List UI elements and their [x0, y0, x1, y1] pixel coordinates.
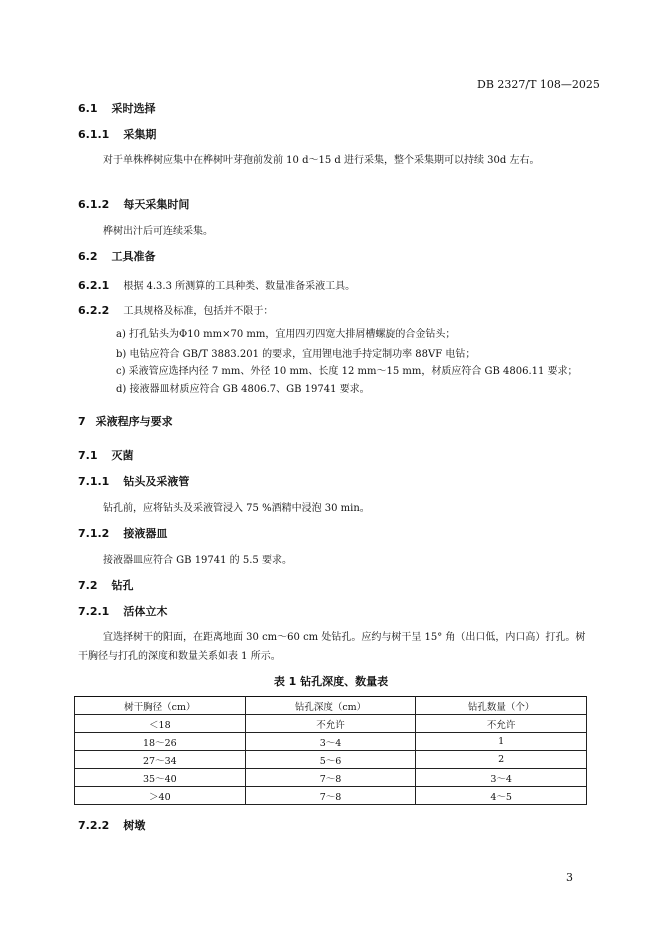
section-7-1-2-paragraph: 接液器皿应符合 GB 19741 的 5.5 要求。	[103, 555, 292, 566]
section-title: 采液程序与要求	[95, 415, 173, 428]
section-number: 6.1.1	[78, 128, 110, 141]
table-cell: 4～5	[416, 787, 587, 805]
section-number: 6.1	[78, 102, 98, 115]
clause-text: 根据 4.3.3 所测算的工具种类、数量准备采液工具。	[123, 281, 356, 292]
table-cell: 7～8	[245, 787, 416, 805]
table-row	[75, 751, 587, 769]
section-title: 活体立木	[123, 605, 168, 618]
table-cell: 不允许	[245, 715, 416, 733]
column-header-drill-depth: 钻孔深度（cm）	[245, 697, 416, 715]
section-7-1-1-paragraph: 钻孔前，应将钻头及采液管浸入 75 %酒精中浸泡 30 min。	[103, 503, 370, 514]
section-number: 7.1.2	[78, 527, 110, 540]
section-7-1-2-heading	[78, 525, 167, 541]
section-6-2-heading	[78, 248, 156, 264]
table-caption: 表 1 钻孔深度、数量表	[273, 675, 389, 688]
table-row	[75, 733, 587, 751]
table-cell: 18～26	[75, 733, 246, 751]
page-number: 3	[566, 871, 573, 884]
drilling-table	[74, 696, 587, 805]
section-title: 钻孔	[111, 579, 134, 592]
section-6-1-1-heading	[78, 126, 156, 142]
section-6-1-2-heading	[78, 196, 189, 212]
standard-code: DB 2327/T 108—2025	[477, 78, 600, 91]
section-7-1-1-heading	[78, 473, 189, 489]
list-item-c: c) 采液管应选择内径 7 mm、外径 10 mm、长度 12 mm～15 mm，材质应符合 GB 4806.11 要求；	[116, 366, 578, 377]
table-row	[75, 769, 587, 787]
section-6-1-1-paragraph: 对于单株桦树应集中在桦树叶芽孢前发前 10 d～15 d 进行采集，整个采集期可以持续 30d 左右。	[103, 155, 540, 166]
section-number: 7.1.1	[78, 475, 110, 488]
table-cell: 27～34	[75, 751, 246, 769]
list-item-b: b) 电钻应符合 GB/T 3883.201 的要求，宜用锂电池手持定制功率 88VF 电钻；	[116, 349, 476, 360]
table-row	[75, 715, 587, 733]
clause-text: 工具规格及标准，包括并不限于：	[123, 306, 274, 317]
section-6-1-2-paragraph: 桦树出汁后可连续采集。	[103, 226, 213, 237]
section-number: 7.2.2	[78, 819, 110, 832]
table-header-row	[75, 697, 587, 715]
list-item-a: a) 打孔钻头为Φ10 mm×70 mm，宜用四刃四宽大排屑槽螺旋的合金钻头；	[116, 329, 456, 340]
section-title: 采时选择	[111, 102, 156, 115]
chapter-7-heading	[78, 413, 173, 429]
table-cell: 1	[416, 733, 587, 751]
section-title: 树墩	[123, 819, 146, 832]
section-title: 工具准备	[111, 250, 156, 263]
table-row	[75, 787, 587, 805]
table-cell: 5～6	[245, 751, 416, 769]
list-item-d: d) 接液器皿材质应符合 GB 4806.7、GB 19741 要求。	[116, 384, 370, 395]
section-6-1-heading	[78, 100, 156, 116]
table-cell: 7～8	[245, 769, 416, 787]
table-cell: 3～4	[416, 769, 587, 787]
table-cell: 不允许	[416, 715, 587, 733]
section-title: 接液器皿	[123, 527, 168, 540]
table-cell: 3～4	[245, 733, 416, 751]
table-cell: 35～40	[75, 769, 246, 787]
table-cell: ＞40	[75, 787, 246, 805]
section-number: 6.2.1	[78, 279, 110, 292]
column-header-drill-count: 钻孔数量（个）	[416, 697, 587, 715]
table-cell: ＜18	[75, 715, 246, 733]
section-number: 7.1	[78, 449, 98, 462]
section-title: 灭菌	[111, 449, 134, 462]
section-7-2-2-heading	[78, 817, 145, 833]
section-7-2-1-heading	[78, 603, 167, 619]
section-number: 7	[78, 415, 86, 428]
table-cell: 2	[416, 751, 587, 769]
section-7-1-heading	[78, 447, 134, 463]
section-number: 6.2	[78, 250, 98, 263]
section-title: 采集期	[123, 128, 157, 141]
section-number: 6.2.2	[78, 304, 110, 317]
section-6-2-2-clause	[78, 299, 273, 318]
section-7-2-heading	[78, 577, 134, 593]
section-6-2-1-clause	[78, 274, 355, 293]
column-header-trunk-diameter: 树干胸径（cm）	[75, 697, 246, 715]
section-7-2-1-paragraph: 宜选择树干的阳面，在距离地面 30 cm～60 cm 处钻孔。应约与树干呈 15° 角（出口低，内口高）打孔。树干胸径与打孔的深度和数量关系如表 1 所示。	[78, 632, 586, 662]
section-number: 6.1.2	[78, 198, 110, 211]
section-title: 每天采集时间	[123, 198, 190, 211]
section-number: 7.2	[78, 579, 98, 592]
section-number: 7.2.1	[78, 605, 110, 618]
section-title: 钻头及采液管	[123, 475, 190, 488]
